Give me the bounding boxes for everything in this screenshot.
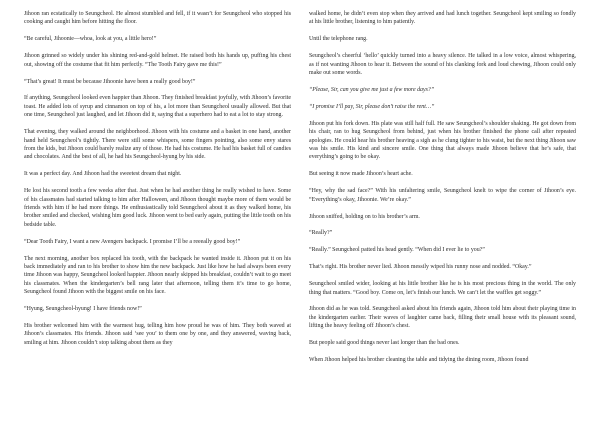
paragraph: If anything, Seungcheol looked even happier than Jihoon. They finished breakfast joyfully, with Jihoon’s favorite toast. He added lots of syrup and cinnamon on top of his, a lot more than Seungcheol usually allowed. But that one time, Seungcheol just laughed, and let Jihoon did it, saying that a superhero had to eat a lot to stay strong. [24, 95, 291, 119]
paragraph: Jihoon grinned so widely under his shining red-and-gold helmet. He raised both his hands up, puffing his chest out, showing off the costume that fit him perfectly. “The Tooth Fairy gave me this!” [24, 53, 291, 68]
paragraph: “I promise I’ll pay, Sir, please don’t raise the rent…” [309, 103, 435, 110]
paragraph: The next morning, another box replaced his tooth, with the backpack he wanted inside it. Jihoon put it on his back immediately and ran to his brother to show him the new backpack. Just like how he had always been every time Jihoon was happy, Seungcheol looked happier. Jihoon nearly skipped his breakfast, couldn’t wait to go meet his classmates. When the kindergarten’s bell rang later that afternoon, telling them it’s time to go home, Seungcheol found Jihoon with the biggest smile on his face. [24, 255, 291, 296]
right-text-column [309, 0, 576, 425]
paragraph: “Please, Sir, can you give me just a few more days?” [309, 86, 435, 93]
paragraph: Seungcheol’s cheerful ‘hello’ quickly turned into a heavy silence. He talked in a low voice, almost whispering, as if not wanting Jihoon to hear it. Between the sound of his clanking fork and loud chewing, Jihoon could only make out some words. [309, 53, 576, 77]
paragraph: Jihoon put his fork down. His plate was still half full. He saw Seungcheol’s shoulder shaking. He got down from his chair, ran to hug Seungcheol from behind, just when his brother finished the phone call after repeated apologies. He could hear his brother heaving a sigh as he clung tighter to his waist, but the next thing Jihoon saw was his smile. His kind and sincere smile. One thing that always made Jihoon believe that he’s safe, that everything’s going to be okay. [309, 120, 576, 161]
paragraph: Jihoon did as he was told. Seungcheol asked about his friends again, Jihoon told him about their playing time in the kindergarten earlier. Their waves of laughter came back, filling their small house with its pleasant sound, lifting the heavy feeling off Jihoon’s chest. [309, 306, 576, 330]
paragraph: That evening, they walked around the neighborhood. Jihoon with his costume and a basket in one hand, another hand held Seungcheol’s tightly. There were still some whispers, some fingers pointing, also some envy stares from the kids, but Jihoon could barely realize any of those. He had his costume. He had his basket full of candies and chocolates. And the best of all, he had his Seungcheol-hyung by his side. [24, 129, 291, 161]
left-text-column [24, 0, 291, 425]
paragraph: But people said good things never last longer than the bad ones. [309, 340, 460, 347]
paragraph: “Really?” [309, 230, 333, 237]
paragraph: Jihoon ran ecstatically to Seungcheol. He almost stumbled and fell, if it wasn’t for Seungcheol who stopped his cooking and caught him before hitting the floor. [24, 11, 291, 26]
paragraph: “Dear Tooth Fairy, I want a new Avengers backpack. I promise I’ll be a reeeally good boy!” [24, 238, 241, 245]
paragraph: Seungcheol smiled wider, looking at his little brother like he is his most precious thing in the world. The only thing that matters. “Good boy. Come on, let’s finish our lunch. We can’t let the waffles get soggy.” [309, 281, 576, 296]
paragraph: When Jihoon helped his brother cleaning the table and tidying the dining room, Jihoon found [309, 357, 529, 364]
paragraph: It was a perfect day. And Jihoon had the sweetest dream that night. [24, 171, 182, 178]
paragraph: “Be careful, Jihoonie—whoa, look at you, a little hero!” [24, 36, 157, 43]
paragraph: That’s right. His brother never lied. Jihoon messily wiped his runny nose and nodded. “Okay.” [309, 264, 532, 271]
paragraph: Jihoon sniffed, holding on to his brother’s arm. [309, 213, 420, 220]
paragraph: “That’s great! It must be because Jihoonie have been a really good boy!” [24, 78, 196, 85]
paragraph: His brother welcomed him with the warmest hug, telling him how proud he was of him. They both waved at Jihoon’s classmates. His friends. Jihoon said ‘see you’ to them one by one, and they answered, waving back, smiling at him. Jihoon couldn’t stop talking about them as they [24, 323, 291, 346]
paragraph: “Hey, why the sad face?” With his unfaltering smile, Seungcheol knelt to wipe the corner of Jihoon’s eye. “Everything’s okay, Jihoonie. We’re okay.” [309, 188, 576, 203]
paragraph: He lost his second tooth a few weeks after that. Just when he had another thing he really wished to have. Some of his classmates had started talking to him after Halloween, and Jihoon thought maybe more of them would be friends with him if he had more things. He enthusiastically told Seungcheol about it as they walked home, his brother smiled and checked, wishing him good luck. Jihoon went to bed early again, putting the little tooth on his bedside table. [24, 188, 291, 228]
paragraph: walked home, he didn’t even stop when they arrived and had lunch together. Seungcheol kept smiling so fondly at his little brother, listening to him patiently. [309, 11, 576, 26]
paragraph: “Really.” Seungcheol patted his head gently. “When did I ever lie to you?” [309, 247, 485, 254]
paragraph: But seeing it now made Jihoon’s heart ache. [309, 171, 413, 178]
paragraph: “Hyung, Seungcheol-hyung! I have friends now!” [24, 306, 142, 313]
paragraph: Until the telephone rang. [309, 36, 368, 43]
